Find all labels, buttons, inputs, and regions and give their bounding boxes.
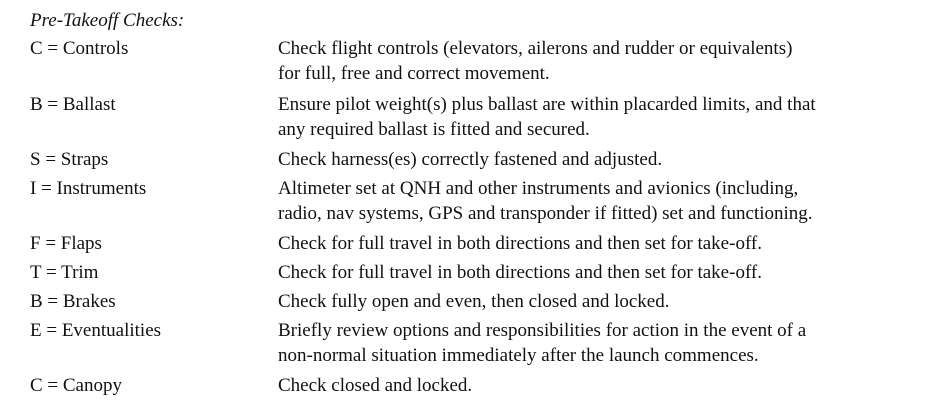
- check-description: [278, 36, 918, 86]
- check-term: C = Canopy: [30, 375, 122, 396]
- check-description-line: Check for full travel in both directions and then set for take-off.: [278, 233, 762, 254]
- check-term: S = Straps: [30, 149, 109, 170]
- check-description: [278, 318, 918, 368]
- check-term: I = Instruments: [30, 178, 147, 199]
- check-description: [278, 231, 918, 256]
- check-description-line: radio, nav systems, GPS and transponder if fitted) set and functioning.: [278, 203, 813, 224]
- check-description-line: Check closed and locked.: [278, 375, 473, 396]
- check-description: [278, 176, 918, 226]
- check-description-line: Check fully open and even, then closed and locked.: [278, 291, 670, 312]
- check-description-line: Check flight controls (elevators, ailerons and rudder or equivalents): [278, 38, 793, 59]
- check-description-line: any required ballast is fitted and secured.: [278, 119, 590, 140]
- check-description: [278, 147, 918, 172]
- check-description-line: Check harness(es) correctly fastened and adjusted.: [278, 149, 663, 170]
- check-description-line: non-normal situation immediately after the launch commences.: [278, 345, 759, 366]
- check-description: [278, 373, 918, 398]
- check-term: F = Flaps: [30, 233, 102, 254]
- check-term: B = Brakes: [30, 291, 116, 312]
- check-description: [278, 92, 918, 142]
- check-term: B = Ballast: [30, 94, 116, 115]
- check-description-line: Ensure pilot weight(s) plus ballast are within placarded limits, and that: [278, 94, 816, 115]
- check-description-line: Check for full travel in both directions and then set for take-off.: [278, 262, 762, 283]
- check-description: [278, 260, 918, 285]
- check-description: [278, 289, 918, 314]
- checklist-heading: Pre-Takeoff Checks:: [30, 10, 185, 31]
- check-description-line: Altimeter set at QNH and other instruments and avionics (including,: [278, 178, 799, 199]
- check-term: E = Eventualities: [30, 320, 162, 341]
- check-description-line: for full, free and correct movement.: [278, 63, 550, 84]
- check-term: C = Controls: [30, 38, 129, 59]
- check-description-line: Briefly review options and responsibilities for action in the event of a: [278, 320, 807, 341]
- check-term: T = Trim: [30, 262, 99, 283]
